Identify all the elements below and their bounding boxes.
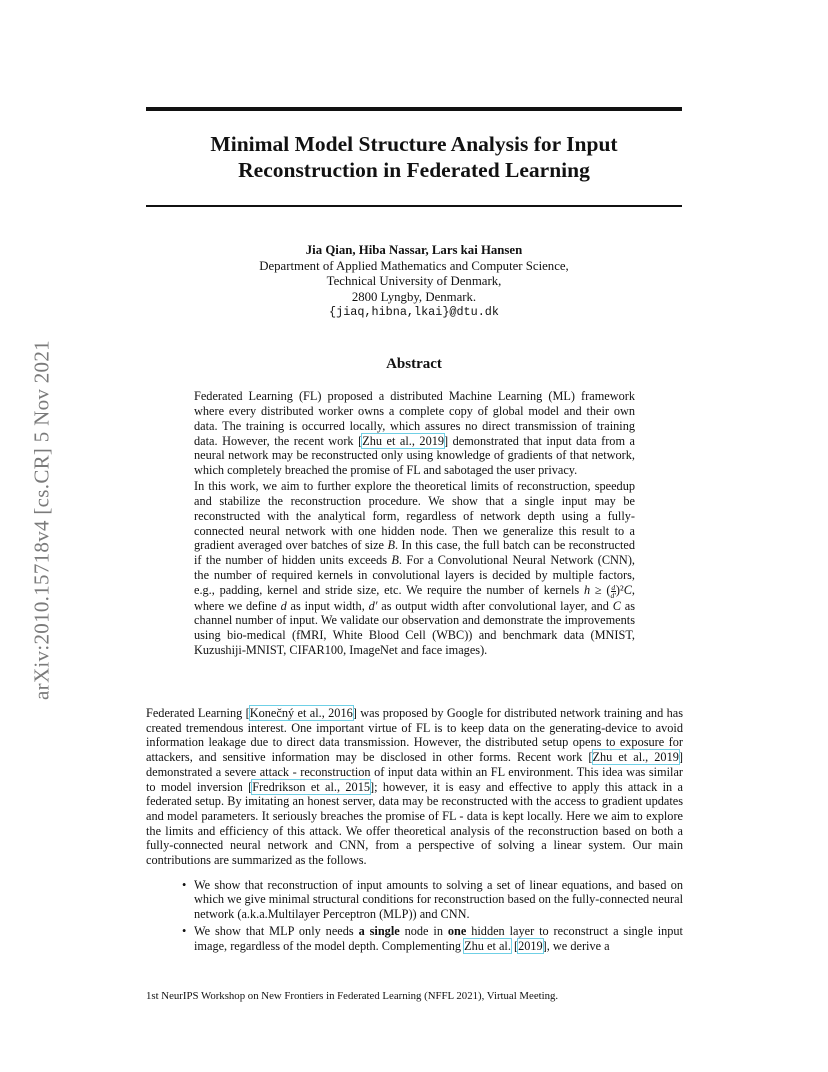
math-var-C: C bbox=[612, 598, 621, 613]
math-var-B: B bbox=[391, 553, 399, 568]
math-var-C: C bbox=[623, 582, 632, 597]
math-var-B: B bbox=[387, 538, 395, 553]
title-bottom-rule bbox=[146, 205, 682, 207]
abstract-text: . For a Convolutional Neural Network (CNN), the number of required kernels in convolutional layers is decided by multiple factors, e.g., padding, kernel and stride size, etc. We require the number of kernels bbox=[194, 553, 635, 597]
author-university: Technical University of Denmark, bbox=[326, 274, 502, 288]
contribution-text: node in bbox=[399, 923, 448, 938]
paper-title bbox=[146, 131, 682, 183]
abstract-body bbox=[194, 389, 635, 659]
bold-text: one bbox=[447, 923, 467, 938]
math-geq: ≥ ( bbox=[590, 582, 611, 597]
math-square: )² bbox=[615, 582, 624, 597]
title-line-1: Minimal Model Structure Analysis for Input bbox=[210, 132, 618, 156]
contribution-text: hidden layer to reconstruct a single input image, regardless of the model depth. Complementing bbox=[194, 923, 683, 953]
abstract-text: In this work, we aim to further explore the theoretical limits of reconstruction, speedup and stabilize the reconstruction procedure. We show that a single input may be reconstructed with the analytical form, regardless of network depth using a fully-connected neural network with one hidden node. Then we generalize this result to a gradient averaged over batches of size bbox=[194, 479, 635, 553]
abstract-paragraph-1: Federated Learning (FL) proposed a distributed Machine Learning (ML) framework where every distributed worker owns a complete copy of global model and their own data. The training is occurred locally, which assures no direct transmission of training data. However, the recent work [Zhu et al., 2019] demonstrated that input data from a neural network may be reconstructed only using knowledge of gradients of that network, which completely breached the promise of FL and sabotaged the user privacy. bbox=[194, 389, 635, 478]
arxiv-stamp: arXiv:2010.15718v4 [cs.CR] 5 Nov 2021 bbox=[29, 340, 54, 700]
abstract-text: Federated Learning (FL) proposed a distributed Machine Learning (ML) framework where every distributed worker owns a complete copy of global model and their own data. The training is occurred locally, which assures no direct transmission of training data. However, the recent work bbox=[194, 389, 635, 448]
intro-text: was proposed by Google for distributed network training and has created tremendous interest. One important virtue of FL is to keep data on the generating-device to avoid information leakage due to direct data transmission. However, the distributed setup opens to exposure for attackers, and sensitive information may be disclosed in other forms. Recent work bbox=[146, 706, 683, 765]
citation-link[interactable]: Zhu et al., 2019 bbox=[592, 750, 679, 765]
author-names: Jia Qian, Hiba Nassar, Lars kai Hansen bbox=[305, 243, 523, 257]
citation-link[interactable]: Konečný et al., 2016 bbox=[249, 706, 353, 720]
abstract-text: demonstrated that input data from a neural network may be reconstructed only using knowledge of gradients of that network, which completely breached the promise of FL and sabotaged the user privacy. bbox=[194, 433, 635, 478]
citation-bracket: ] bbox=[542, 938, 547, 953]
contribution-item-2 bbox=[194, 924, 683, 953]
intro-text: ; however, it is easy and effective to apply this attack in a federated setup. By imitating an honest server, data may be reconstructed with the access to gradient updates and model parameters. It seriously breaches the promise of FL - data is kept locally. Here we aim to explore the limits and efficiency of this attack. We offer theoretical analysis of the reconstruction based on both a fully-connected neural network and CNN, from a perspective of solving a linear system. Our main contributions are summarized as the follows. bbox=[146, 779, 683, 868]
author-city: 2800 Lyngby, Denmark. bbox=[351, 289, 477, 304]
page-footer: 1st NeurIPS Workshop on New Frontiers in Federated Learning (NFFL 2021), Virtual Meeting. bbox=[146, 990, 559, 1002]
intro-text: demonstrated a severe attack - reconstruction of input data within an FL environment. This idea was similar to model inversion bbox=[146, 764, 683, 794]
abstract-paragraph-2 bbox=[194, 479, 635, 658]
abstract-text: as channel number of input. We validate our observation and demonstrate the improvements using bio-medical (fMRI, White Blood Cell (WBC)) and benchmark data (MNIST, Kuzushiji-MNIST, CIFAR100, ImageNet and face images). bbox=[194, 598, 635, 658]
citation-link[interactable]: Zhu et al., 2019 bbox=[362, 433, 445, 448]
abstract-text: , where we define bbox=[194, 582, 635, 613]
abstract-text: as output width after convolutional layer, and bbox=[377, 598, 613, 613]
contribution-text: , we derive a bbox=[546, 938, 610, 953]
author-email: {jiaq,hibna,lkai}@dtu.dk bbox=[329, 305, 499, 319]
author-block bbox=[146, 243, 682, 321]
title-line-2: Reconstruction in Federated Learning bbox=[238, 158, 590, 182]
math-var-h: h bbox=[583, 582, 591, 597]
intro-paragraph: Federated Learning [Konečný et al., 2016] was proposed by Google for distributed network training and has created tremendous interest. One important virtue of FL is to keep data on the generating-device to avoid information leakage due to direct data transmission. However, the distributed setup opens to exposure for attackers, and sensitive information may be disclosed in other forms. Recent work [Zhu et al., 2019] demonstrated a severe attack - reconstruction of input data within an FL environment. This idea was similar to model inversion [Fredrikson et al., 2015]; however, it is easy and effective to apply this attack in a federated setup. By imitating an honest server, data may be reconstructed with the access to gradient updates and model parameters. It seriously breaches the promise of FL - data is kept locally. Here we aim to explore the limits and efficiency of this attack. We offer theoretical analysis of the reconstruction based on both a fully-connected neural network and CNN, from a perspective of solving a linear system. Our main contributions are summarized as the follows. bbox=[146, 706, 683, 868]
math-var-d-prime: d′ bbox=[368, 598, 378, 613]
citation-link[interactable]: 2019 bbox=[518, 938, 543, 953]
bold-text: a single bbox=[358, 923, 400, 938]
title-top-rule bbox=[146, 107, 682, 111]
author-department: Department of Applied Mathematics and Computer Science, bbox=[259, 258, 569, 273]
citation-link[interactable]: Zhu et al. bbox=[464, 938, 511, 953]
abstract-heading: Abstract bbox=[386, 356, 442, 372]
contribution-text: We show that MLP only needs bbox=[194, 923, 359, 938]
fraction-numerator: d bbox=[611, 582, 616, 592]
abstract-text: as input width, bbox=[286, 598, 369, 613]
contributions-list bbox=[146, 878, 683, 954]
contribution-item-1: • We show that reconstruction of input amounts to solving a set of linear equations, and based on which we give minimal structural conditions for reconstruction based on the fully-connected neural network (a.k.a.Multilayer Perceptron (MLP)) and CNN. bbox=[194, 878, 683, 922]
citation-link[interactable]: Fredrikson et al., 2015 bbox=[252, 779, 370, 794]
citation-bracket: [ bbox=[510, 938, 519, 953]
fraction-denominator: d′ bbox=[610, 590, 616, 600]
math-var-d: d bbox=[280, 598, 287, 613]
introduction-body bbox=[146, 706, 683, 955]
intro-text: Federated Learning bbox=[146, 706, 246, 720]
abstract-text: . In this case, the full batch can be reconstructed if the number of hidden units exceeds bbox=[194, 538, 635, 568]
